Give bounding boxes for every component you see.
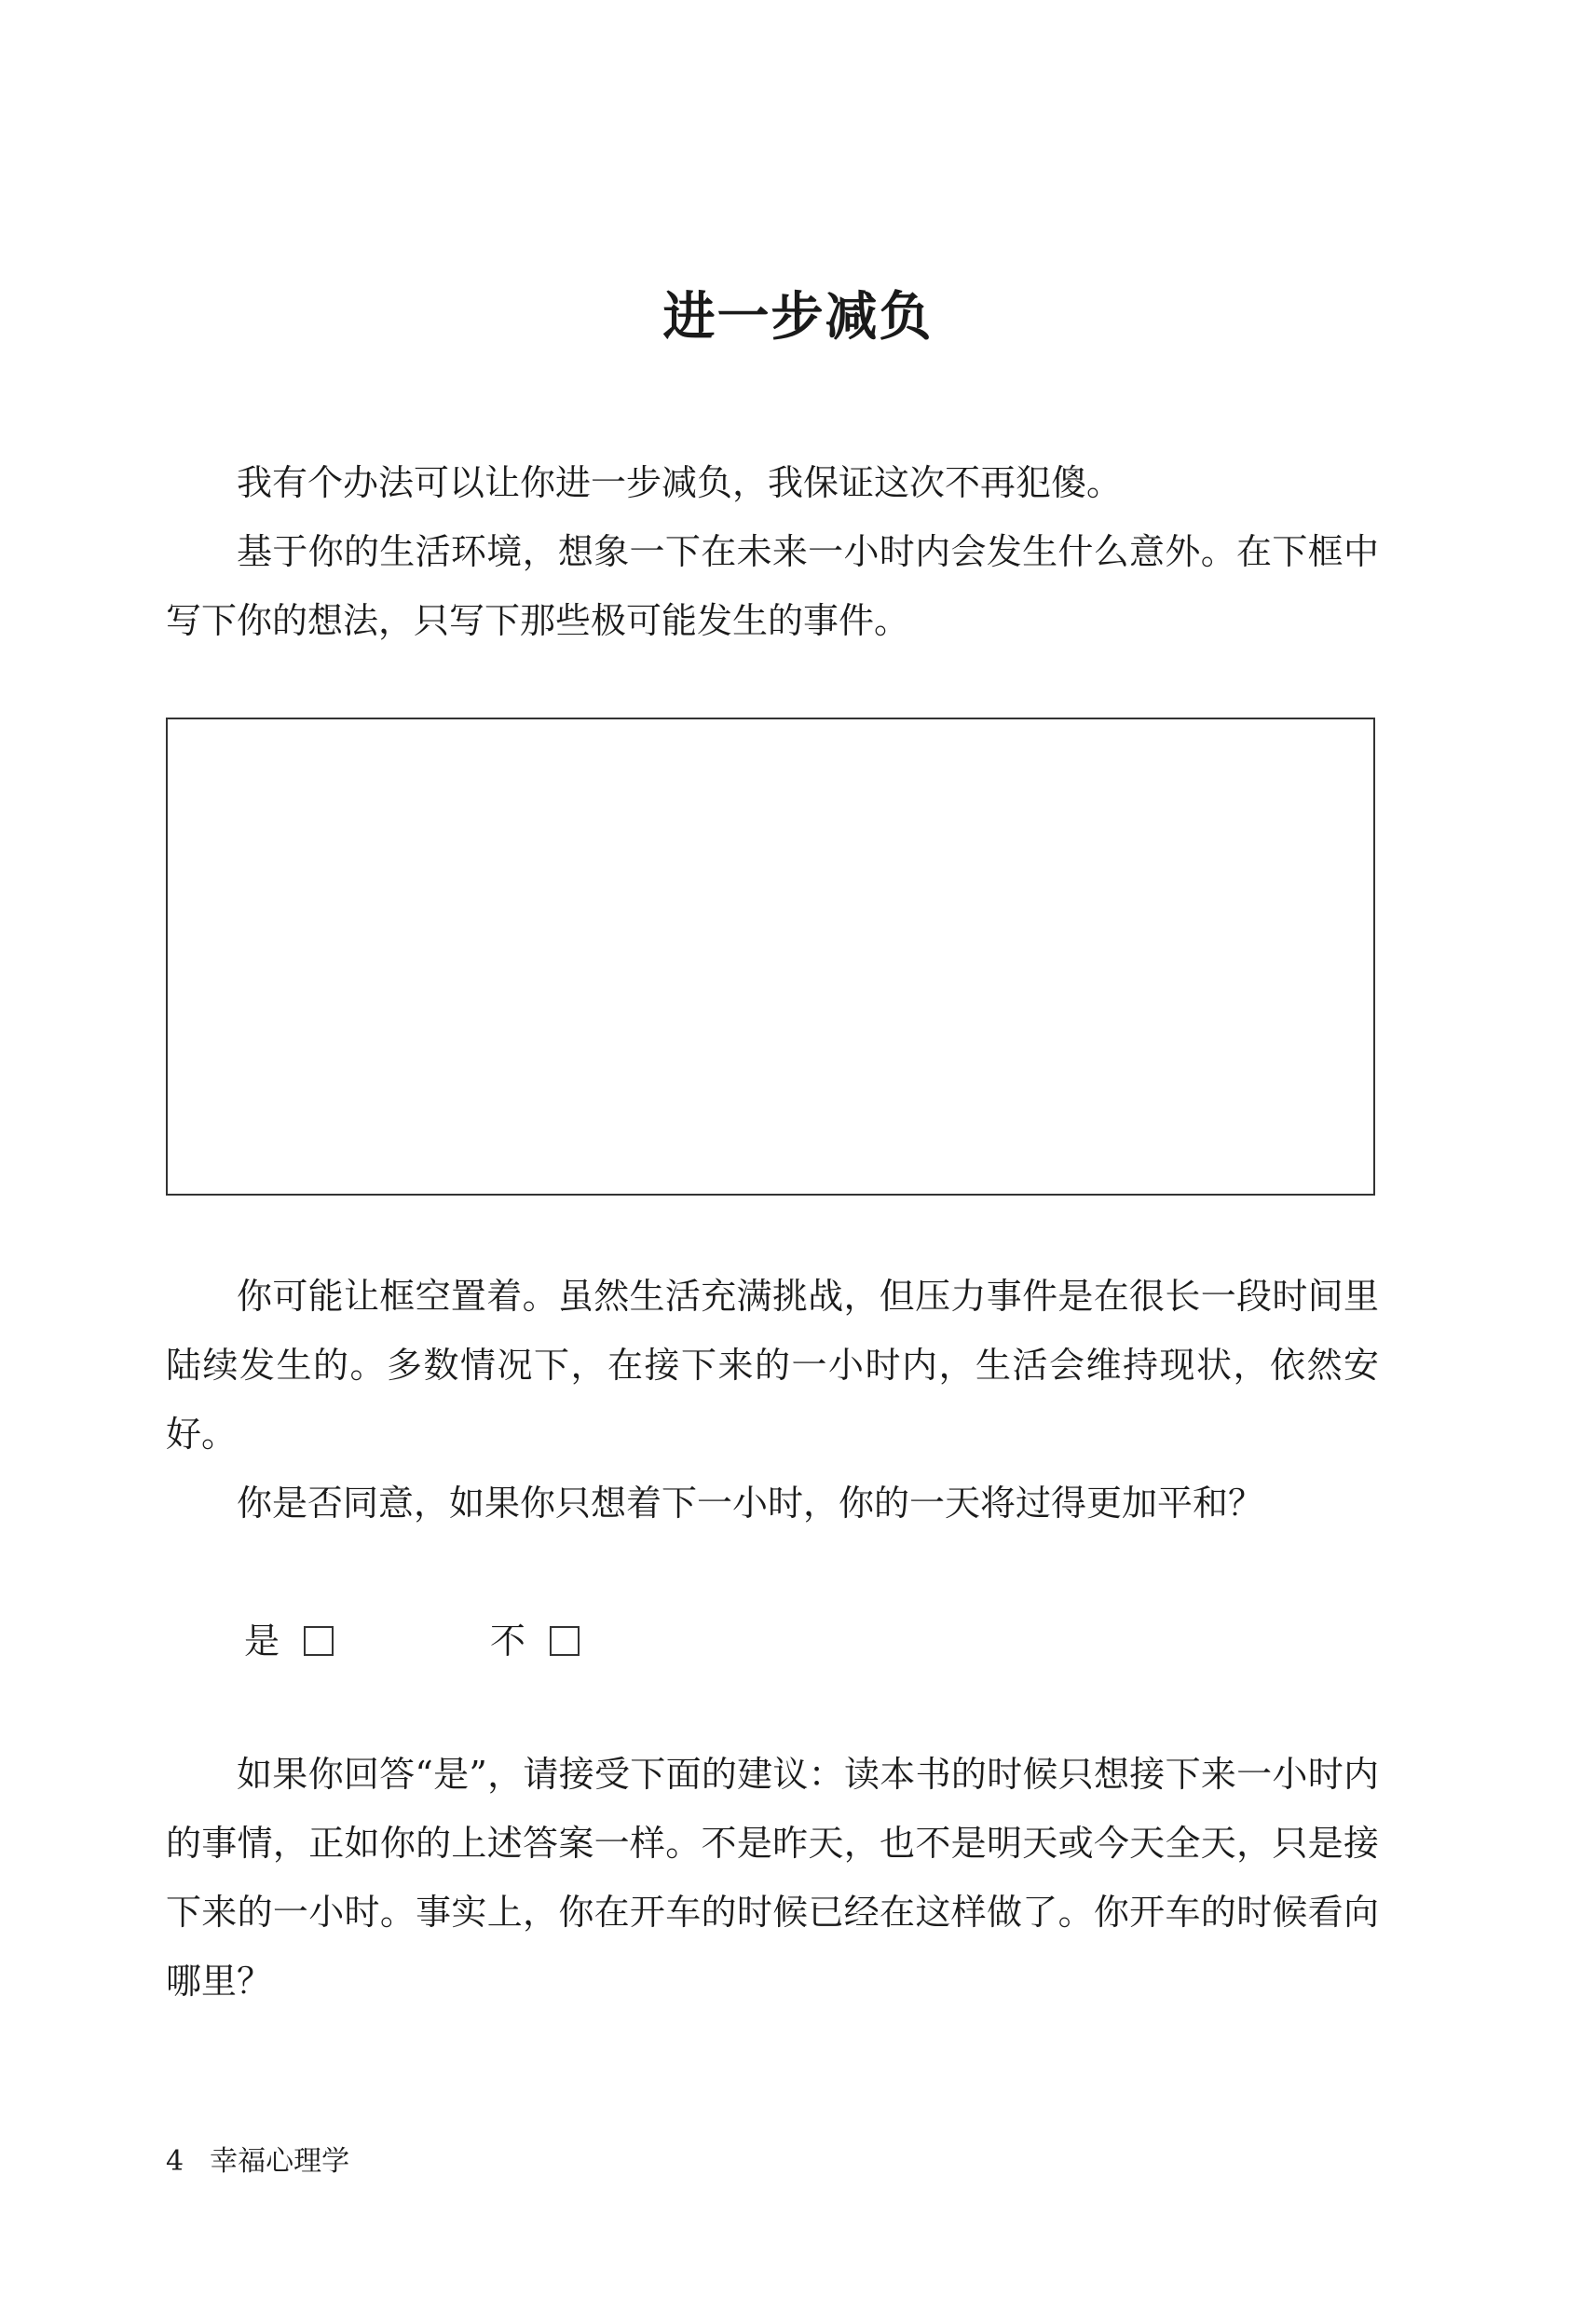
book-title: 幸福心理学	[210, 2145, 350, 2178]
question-paragraph: 你是否同意，如果你只想着下一小时，你的一天将过得更加平和？	[237, 1483, 1264, 1524]
intro-paragraph-2: 基于你的生活环境，想象一下在未来一小时内会发生什么意外。在下框中写下你的想法，只写下那些极可能发生的事件。	[166, 531, 1379, 641]
yes-checkbox[interactable]	[304, 1626, 334, 1656]
intro-paragraph-1: 我有个办法可以让你进一步减负，我保证这次不再犯傻。	[237, 462, 1123, 503]
suggestion-section	[166, 1740, 1379, 2016]
choice-yes[interactable]	[244, 1607, 334, 1675]
answer-writing-box[interactable]	[166, 718, 1375, 1196]
choice-no[interactable]	[490, 1607, 580, 1675]
no-checkbox[interactable]	[550, 1626, 580, 1656]
reflection-paragraph-1: 你可能让框空置着。虽然生活充满挑战，但压力事件是在很长一段时间里陆续发生的。多数情况下，在接下来的一小时内，生活会维持现状，依然安好。	[166, 1276, 1379, 1455]
reflection-section	[166, 1262, 1379, 1538]
intro-section	[166, 448, 1379, 655]
suggestion-paragraph: 如果你回答“是”，请接受下面的建议：读本书的时候只想接下来一小时内的事情，正如你的上述答案一样。不是昨天，也不是明天或今天全天，只是接下来的一小时。事实上，你在开车的时候已经在这样做了。你开车的时候看向哪里？	[166, 1754, 1379, 2002]
yes-no-choices	[244, 1607, 580, 1675]
page-footer	[166, 2143, 349, 2181]
yes-label: 是	[244, 1620, 280, 1661]
page-number: 4	[166, 2145, 184, 2178]
page-title: 进一步减负	[662, 285, 934, 348]
no-label: 不	[490, 1620, 526, 1661]
